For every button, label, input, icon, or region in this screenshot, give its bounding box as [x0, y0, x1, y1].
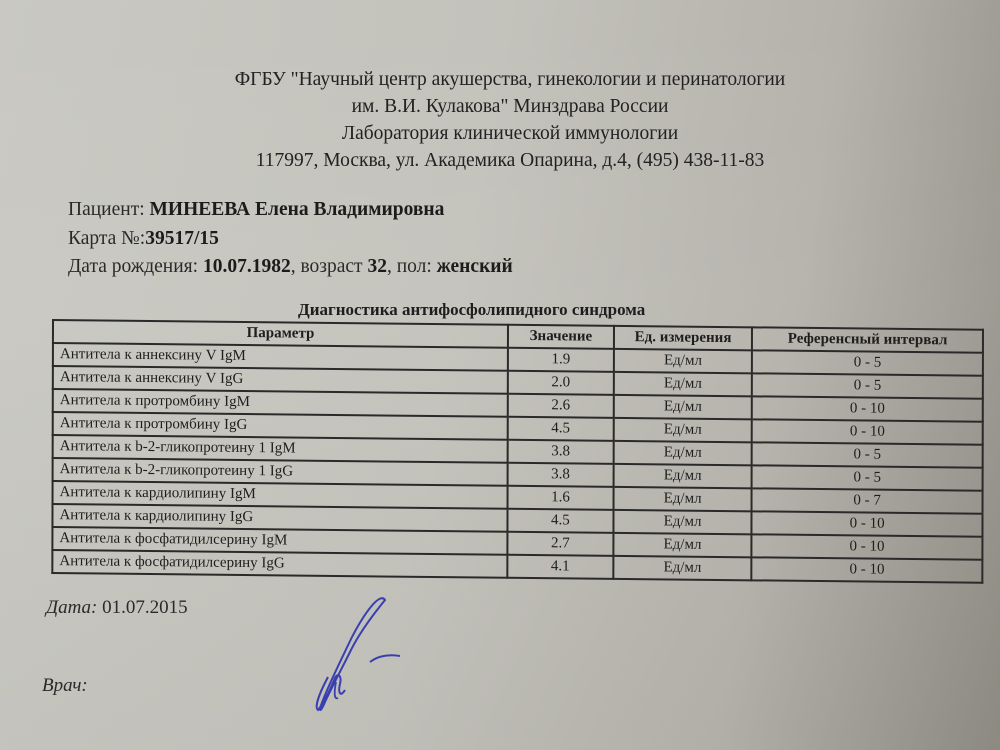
- institution-header: [200, 66, 820, 174]
- value-cell: 2.6: [508, 394, 614, 418]
- dob-line: [68, 253, 513, 282]
- patient-name: МИНЕЕВА Елена Владимировна: [149, 199, 445, 220]
- value-cell: 3.8: [508, 440, 614, 464]
- dob-label: Дата рождения:: [68, 256, 203, 277]
- patient-name-label: Пациент:: [68, 199, 150, 220]
- unit-cell: Ед/мл: [614, 349, 752, 373]
- unit-cell: Ед/мл: [613, 464, 751, 488]
- param-cell: Антитела к b-2-гликопротеину 1 IgM: [53, 435, 508, 463]
- reference-cell: 0 - 10: [752, 419, 983, 444]
- param-cell: Антитела к фосфатидилсерину IgM: [52, 527, 507, 555]
- reference-cell: 0 - 10: [752, 534, 983, 559]
- sex-value: женский: [436, 256, 513, 277]
- reference-cell: 0 - 10: [752, 511, 983, 536]
- results-table: [51, 319, 984, 584]
- column-header-unit: Ед. измерения: [614, 326, 752, 350]
- reference-cell: 0 - 7: [752, 488, 983, 513]
- reference-cell: 0 - 5: [752, 373, 983, 398]
- value-cell: 4.5: [507, 509, 613, 533]
- reference-cell: 0 - 5: [752, 442, 983, 467]
- unit-cell: Ед/мл: [613, 556, 751, 580]
- column-header-parameter: Параметр: [53, 320, 508, 348]
- reference-cell: 0 - 10: [752, 396, 983, 421]
- param-cell: Антитела к протромбину IgM: [53, 389, 508, 417]
- param-cell: Антитела к кардиолипину IgG: [52, 504, 507, 532]
- unit-cell: Ед/мл: [614, 441, 752, 465]
- signature-icon: [290, 592, 410, 722]
- unit-cell: Ед/мл: [614, 372, 752, 396]
- unit-cell: Ед/мл: [613, 510, 751, 534]
- patient-info: [68, 196, 513, 282]
- table-title: Диагностика антифосфолипидного синдрома: [298, 300, 646, 319]
- card-line: [68, 225, 513, 254]
- value-cell: 4.1: [507, 555, 613, 579]
- param-cell: Антитела к b-2-гликопротеину 1 IgG: [53, 458, 508, 486]
- column-header-reference: Референсный интервал: [752, 327, 983, 352]
- card-label: Карта №:: [68, 227, 146, 249]
- reference-cell: 0 - 5: [752, 465, 983, 490]
- date-label: Дата:: [46, 597, 103, 618]
- value-cell: 3.8: [508, 463, 614, 487]
- value-cell: 1.6: [508, 486, 614, 510]
- param-cell: Антитела к кардиолипину IgM: [53, 481, 508, 509]
- value-cell: 4.5: [508, 417, 614, 441]
- param-cell: Антитела к протромбину IgG: [53, 412, 508, 440]
- age-label: , возраст: [290, 256, 368, 277]
- unit-cell: Ед/мл: [613, 533, 751, 557]
- param-cell: Антитела к аннексину V IgG: [53, 366, 508, 394]
- doctor-label: Врач:: [42, 675, 88, 696]
- header-line-1: ФГБУ "Научный центр акушерства, гинекологии и перинатологии: [234, 69, 786, 90]
- age-value: 32: [367, 256, 387, 277]
- sex-label: , пол:: [386, 256, 437, 277]
- card-number: 39517/15: [145, 227, 219, 249]
- header-line-2: им. В.И. Кулакова" Минздрава России: [351, 96, 669, 117]
- reference-cell: 0 - 10: [752, 557, 983, 582]
- patient-name-line: [68, 196, 513, 225]
- value-cell: 1.9: [508, 348, 614, 372]
- unit-cell: Ед/мл: [614, 395, 752, 419]
- value-cell: 2.7: [507, 532, 613, 556]
- param-cell: Антитела к фосфатидилсерину IgG: [52, 550, 507, 578]
- param-cell: Антитела к аннексину V IgM: [53, 343, 508, 371]
- dob-value: 10.07.1982: [202, 256, 291, 277]
- header-line-3: Лаборатория клинической иммунологии: [341, 123, 679, 144]
- date-value: 01.07.2015: [102, 597, 188, 618]
- column-header-value: Значение: [508, 325, 614, 349]
- reference-cell: 0 - 5: [752, 350, 983, 375]
- unit-cell: Ед/мл: [614, 418, 752, 442]
- value-cell: 2.0: [508, 371, 614, 395]
- header-line-4: 117997, Москва, ул. Академика Опарина, д.4, (495) 438-11-83: [255, 150, 765, 171]
- report-date: [46, 597, 188, 619]
- unit-cell: Ед/мл: [613, 487, 751, 511]
